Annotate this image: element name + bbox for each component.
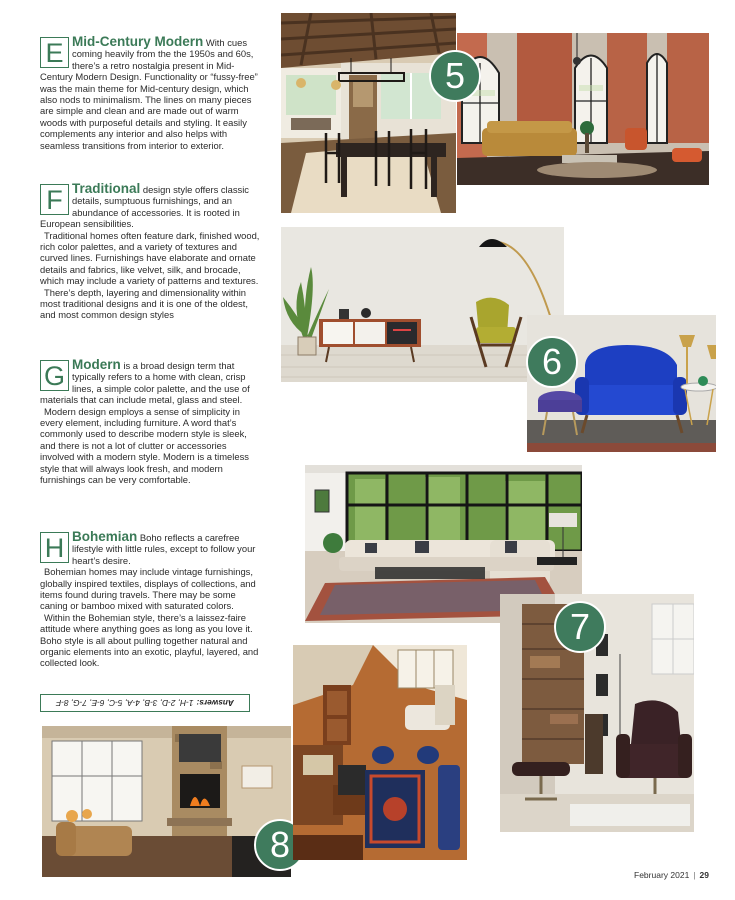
lounge-illustration: [457, 33, 709, 185]
photo-number-badge-8: 8: [254, 819, 306, 871]
section-body: [40, 36, 262, 151]
page-footer: [634, 870, 709, 880]
section-paragraph: With cues coming heavily from the the 1950s and 60s, there’s a retro nostalgia present in Mid-Century Modern Design. Functionality or “fussy-free” was the main theme for Mid-century design, which also nods to minimalism. The lines on many pieces are simple and clean and are made out of warm woods with purposeful details and styling. It easily complements any interior and also helps with seamless transitions from interior to exterior.: [40, 37, 258, 151]
traditional-living-illustration: [281, 227, 564, 382]
photo-mid-century-lounge: [457, 33, 709, 185]
photo-mid-century-dining: [281, 13, 456, 213]
section-paragraph: Bohemian homes may include vintage furnishings, globally inspired textiles, displays of collections, and items found during travels. There may be some caning or bamboo mixed with saturated colors.: [40, 566, 256, 612]
dropcap-g: G: [40, 360, 69, 391]
page-number: 29: [699, 870, 709, 880]
answers-label: Answers:: [196, 698, 234, 708]
section-paragraph: Traditional homes often feature dark, finished wood, rich color palettes, and a variety of textures and curved lines. Furnishings have elaborate and ornate details and fabrics, like velvet, silk, and brocade, which may include a variety of patterns and textures.: [40, 229, 260, 287]
dropcap-e: E: [40, 37, 69, 68]
section-paragraph: There’s depth, layering and dimensionality within most traditional designs and it is one of the oldest, and most common design styles: [40, 286, 248, 321]
section-traditional: [40, 183, 262, 321]
section-paragraph: design style offers classic details, sumptuous furnishings, and an abundance of accessories. It is rooted in European sensibilities.: [40, 184, 249, 230]
photo-number-badge-5: 5: [429, 50, 481, 102]
section-paragraph: Boho reflects a carefree lifestyle with little rules, except to follow your heart’s desire.: [72, 532, 256, 566]
section-paragraph: Modern design employs a sense of simplicity in every element, including furniture. A word that’s commonly used to describe modern style is sleek, and there is not a lot of clutter or accessories involved with a modern style. Modern is a timeless style that will always look fresh, and modern furnishings can be very comfortable.: [40, 405, 249, 486]
photo-bohemian-fireplace: [42, 726, 291, 877]
dropcap-h: H: [40, 532, 69, 563]
overhead-room-illustration: [293, 645, 467, 860]
photo-number-badge-6: 6: [526, 336, 578, 388]
section-mid-century-modern: [40, 36, 262, 151]
section-body: [40, 359, 262, 485]
section-modern: [40, 359, 262, 485]
answers-box: [40, 694, 250, 712]
photo-bohemian-overhead: [293, 645, 467, 860]
fireplace-illustration: [42, 726, 291, 877]
issue-date: February 2021: [634, 870, 690, 880]
section-body: [40, 531, 262, 669]
section-title: Modern: [72, 357, 121, 372]
section-bohemian: [40, 531, 262, 669]
answers-text: 1-H, 2-D, 3-B, 4-A, 5-C, 6-E, 7-G, 8-F: [56, 698, 194, 708]
section-title: Traditional: [72, 181, 141, 196]
section-paragraph: is a broad design term that typically refers to a home with clean, crisp lines, a simple color palette, and the use of materials that can include metal, glass and steel.: [40, 360, 250, 406]
photo-number-badge-7: 7: [554, 601, 606, 653]
section-paragraph: Within the Bohemian style, there’s a laissez-faire attitude where anything goes as long as you love it. Boho style is all about pulling together natural and organic elements into an exotic, playful, layered, and collected look.: [40, 611, 259, 669]
dropcap-f: F: [40, 184, 69, 215]
section-body: [40, 183, 262, 321]
footer-separator: |: [693, 870, 696, 880]
section-title: Bohemian: [72, 529, 138, 544]
dining-room-illustration: [281, 13, 456, 213]
photo-traditional-living: [281, 227, 564, 382]
section-title: Mid-Century Modern: [72, 34, 204, 49]
